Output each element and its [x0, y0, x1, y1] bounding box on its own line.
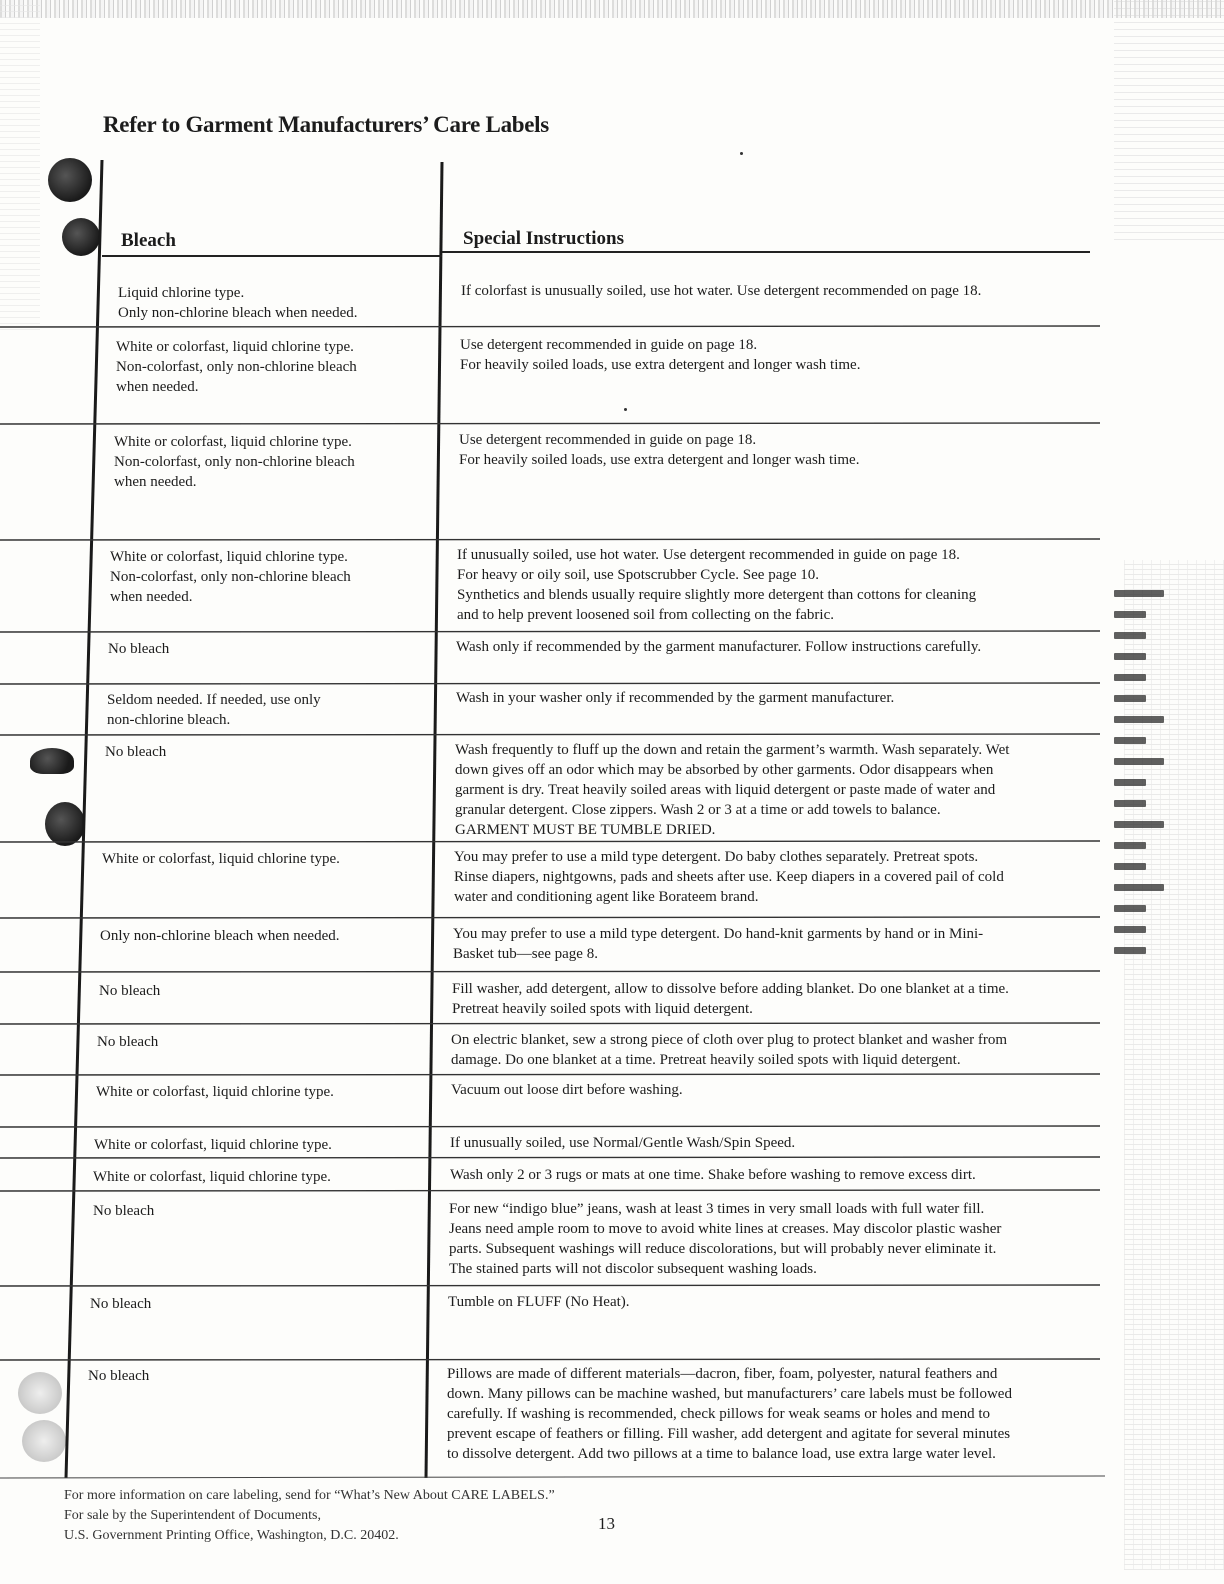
row-divider: [0, 971, 1100, 972]
page-number: 13: [598, 1514, 615, 1533]
instructions-text: Wash in your washer only if recommended by the garment manufacturer.: [456, 690, 895, 706]
bleach-text: Liquid chlorine type.: [118, 285, 245, 301]
footer-line: For sale by the Superintendent of Documents,: [64, 1508, 322, 1523]
instructions-text: Pillows are made of different materials—dacron, fiber, foam, polyester, natural feathers and: [447, 1366, 998, 1382]
bleach-text: White or colorfast, liquid chlorine type.: [96, 1084, 334, 1100]
footer-note: [64, 1486, 555, 1546]
bleach-text: Seldom needed. If needed, use only: [107, 692, 321, 708]
instructions-text: If colorfast is unusually soiled, use hot water. Use detergent recommended on page 18.: [461, 283, 982, 299]
instructions-cell: [448, 1292, 630, 1312]
bleach-text: No bleach: [108, 641, 170, 657]
instructions-cell: [461, 281, 981, 301]
instructions-text: If unusually soiled, use hot water. Use detergent recommended in guide on page 18.: [457, 547, 960, 563]
row-divider: [0, 1190, 1100, 1191]
instructions-cell: [451, 1080, 683, 1100]
bleach-text: No bleach: [97, 1034, 159, 1050]
row-divider: [0, 1023, 1100, 1024]
bleach-cell: [97, 1032, 158, 1052]
bleach-text: White or colorfast, liquid chlorine type.: [110, 549, 348, 565]
bleach-cell: [105, 742, 166, 762]
instructions-text: down gives off an odor which may be absorbed by other garments. Odor disappears when: [455, 762, 994, 778]
instructions-text: down. Many pillows can be machine washed, but manufacturers’ care labels must be followed: [447, 1386, 1012, 1402]
speck: [624, 408, 627, 411]
bleach-cell: [96, 1082, 334, 1102]
instructions-text: Tumble on FLUFF (No Heat).: [448, 1294, 630, 1310]
bleach-cell: [118, 283, 358, 323]
instructions-cell: [456, 688, 894, 708]
instructions-cell: [455, 740, 1009, 840]
instructions-text: If unusually soiled, use Normal/Gentle Wash/Spin Speed.: [450, 1135, 796, 1151]
bleach-cell: [100, 926, 340, 946]
instructions-cell: [452, 979, 1009, 1019]
instructions-text: and to help prevent loosened soil from collecting on the fabric.: [457, 607, 834, 623]
instructions-cell: [449, 1199, 1001, 1279]
instructions-text: parts. Subsequent washings will reduce discolorations, but will probably never eliminate it.: [449, 1241, 997, 1257]
instructions-text: Wash frequently to fluff up the down and retain the garment’s warmth. Wash separately. Wet: [455, 742, 1010, 758]
row-divider: [0, 423, 1100, 424]
row-divider: [0, 683, 1100, 684]
bleach-text: No bleach: [88, 1368, 150, 1384]
row-divider: [0, 631, 1100, 632]
bleach-text: White or colorfast, liquid chlorine type.: [102, 851, 340, 867]
instructions-cell: [450, 1165, 976, 1185]
row-divider: [0, 917, 1100, 918]
bleach-text: Non-colorfast, only non-chlorine bleach: [114, 454, 355, 470]
bleach-text: Non-colorfast, only non-chlorine bleach: [110, 569, 351, 585]
instructions-text: Wash only 2 or 3 rugs or mats at one time. Shake before washing to remove excess dirt.: [450, 1167, 976, 1183]
row-divider: [0, 1157, 1100, 1158]
instructions-cell: [457, 545, 976, 625]
bleach-text: White or colorfast, liquid chlorine type.: [94, 1137, 332, 1153]
instructions-text: Rinse diapers, nightgowns, pads and sheets after use. Keep diapers in a covered pail of cold: [454, 869, 1004, 885]
instructions-cell: [447, 1364, 1012, 1464]
instructions-text: Wash only if recommended by the garment manufacturer. Follow instructions carefully.: [456, 639, 982, 655]
instructions-text: prevent escape of feathers or filling. Fill washer, add detergent and agitate for several minutes: [447, 1426, 1011, 1442]
instructions-text: Vacuum out loose dirt before washing.: [451, 1082, 683, 1098]
row-divider: [0, 841, 1100, 842]
bleach-cell: [110, 547, 351, 607]
bleach-cell: [114, 432, 355, 492]
instructions-text: For heavily soiled loads, use extra detergent and longer wash time.: [459, 452, 860, 468]
instructions-cell: [451, 1030, 1007, 1070]
instructions-text: You may prefer to use a mild type detergent. Do baby clothes separately. Pretreat spots.: [454, 849, 979, 865]
instructions-text: GARMENT MUST BE TUMBLE DRIED.: [455, 822, 716, 838]
bleach-text: White or colorfast, liquid chlorine type.: [116, 339, 354, 355]
instructions-text: The stained parts will not discolor subsequent washing loads.: [449, 1261, 817, 1277]
instructions-text: carefully. If washing is recommended, check pillows for weak seams or holes and mend to: [447, 1406, 991, 1422]
bleach-text: non-chlorine bleach.: [107, 712, 231, 728]
instructions-cell: [453, 924, 983, 964]
bleach-text: No bleach: [90, 1296, 152, 1312]
instructions-text: Use detergent recommended in guide on page 18.: [460, 337, 758, 353]
footer-line: U.S. Government Printing Office, Washington, D.C. 20402.: [64, 1528, 399, 1543]
instructions-cell: [460, 335, 860, 375]
instructions-text: garment is dry. Treat heavily soiled areas with liquid detergent or paste made of water and: [455, 782, 996, 798]
instructions-text: You may prefer to use a mild type detergent. Do hand-knit garments by hand or in Mini-: [453, 926, 984, 942]
instructions-text: damage. Do one blanket at a time. Pretreat heavily soiled spots with liquid detergent.: [451, 1052, 961, 1068]
instructions-text: Pretreat heavily soiled spots with liquid detergent.: [452, 1001, 753, 1017]
footer-line: For more information on care labeling, send for “What’s New About CARE LABELS.”: [64, 1488, 555, 1503]
instructions-text: For heavily soiled loads, use extra detergent and longer wash time.: [460, 357, 861, 373]
bleach-text: White or colorfast, liquid chlorine type.: [93, 1169, 331, 1185]
row-divider: [0, 1126, 1100, 1127]
instructions-text: Fill washer, add detergent, allow to dissolve before adding blanket. Do one blanket at a time.: [452, 981, 1009, 997]
bleach-cell: [90, 1294, 151, 1314]
bleach-cell: [93, 1167, 331, 1187]
row-divider: [0, 1359, 1100, 1360]
instructions-cell: [454, 847, 1004, 907]
instructions-column-header: Special Instructions: [463, 228, 624, 249]
instructions-text: Basket tub—see page 8.: [453, 946, 598, 962]
row-divider: [0, 326, 1100, 327]
row-divider: [0, 1074, 1100, 1075]
bleach-text: when needed.: [114, 474, 197, 490]
instructions-text: water and conditioning agent like Borateem brand.: [454, 889, 759, 905]
instructions-text: For new “indigo blue” jeans, wash at least 3 times in very small loads with full water fill.: [449, 1201, 985, 1217]
row-divider: [0, 734, 1100, 735]
instructions-text: On electric blanket, sew a strong piece of cloth over plug to protect blanket and washer from: [451, 1032, 1008, 1048]
instructions-text: Use detergent recommended in guide on page 18.: [459, 432, 757, 448]
bleach-text: Non-colorfast, only non-chlorine bleach: [116, 359, 357, 375]
bleach-cell: [93, 1201, 154, 1221]
bleach-cell: [88, 1366, 149, 1386]
speck: [740, 152, 743, 155]
instructions-cell: [456, 637, 981, 657]
bleach-text: when needed.: [110, 589, 193, 605]
row-divider: [0, 1285, 1100, 1286]
bleach-text: No bleach: [93, 1203, 155, 1219]
bleach-cell: [116, 337, 357, 397]
instructions-text: Jeans need ample room to move to avoid white lines at creases. May discolor plastic washer: [449, 1221, 1002, 1237]
bleach-text: Only non-chlorine bleach when needed.: [100, 928, 340, 944]
bleach-text: No bleach: [105, 744, 167, 760]
bleach-text: No bleach: [99, 983, 161, 999]
row-divider: [0, 539, 1100, 540]
instructions-text: For heavy or oily soil, use Spotscrubber Cycle. See page 10.: [457, 567, 820, 583]
instructions-cell: [459, 430, 859, 470]
bleach-cell: [107, 690, 321, 730]
bleach-cell: [108, 639, 169, 659]
bleach-text: when needed.: [116, 379, 199, 395]
instructions-cell: [450, 1133, 795, 1153]
bleach-column-header: Bleach: [121, 230, 176, 251]
bleach-text: Only non-chlorine bleach when needed.: [118, 305, 358, 321]
instructions-text: granular detergent. Close zippers. Wash 2 or 3 at a time or add towels to balance.: [455, 802, 941, 818]
bleach-cell: [94, 1135, 332, 1155]
instructions-text: to dissolve detergent. Add two pillows at a time to balance load, use extra large water level.: [447, 1446, 996, 1462]
bleach-text: White or colorfast, liquid chlorine type.: [114, 434, 352, 450]
bleach-cell: [99, 981, 160, 1001]
instructions-text: Synthetics and blends usually require slightly more detergent than cottons for cleaning: [457, 587, 977, 603]
page-title: Refer to Garment Manufacturers’ Care Labels: [103, 112, 549, 137]
bleach-cell: [102, 849, 340, 869]
